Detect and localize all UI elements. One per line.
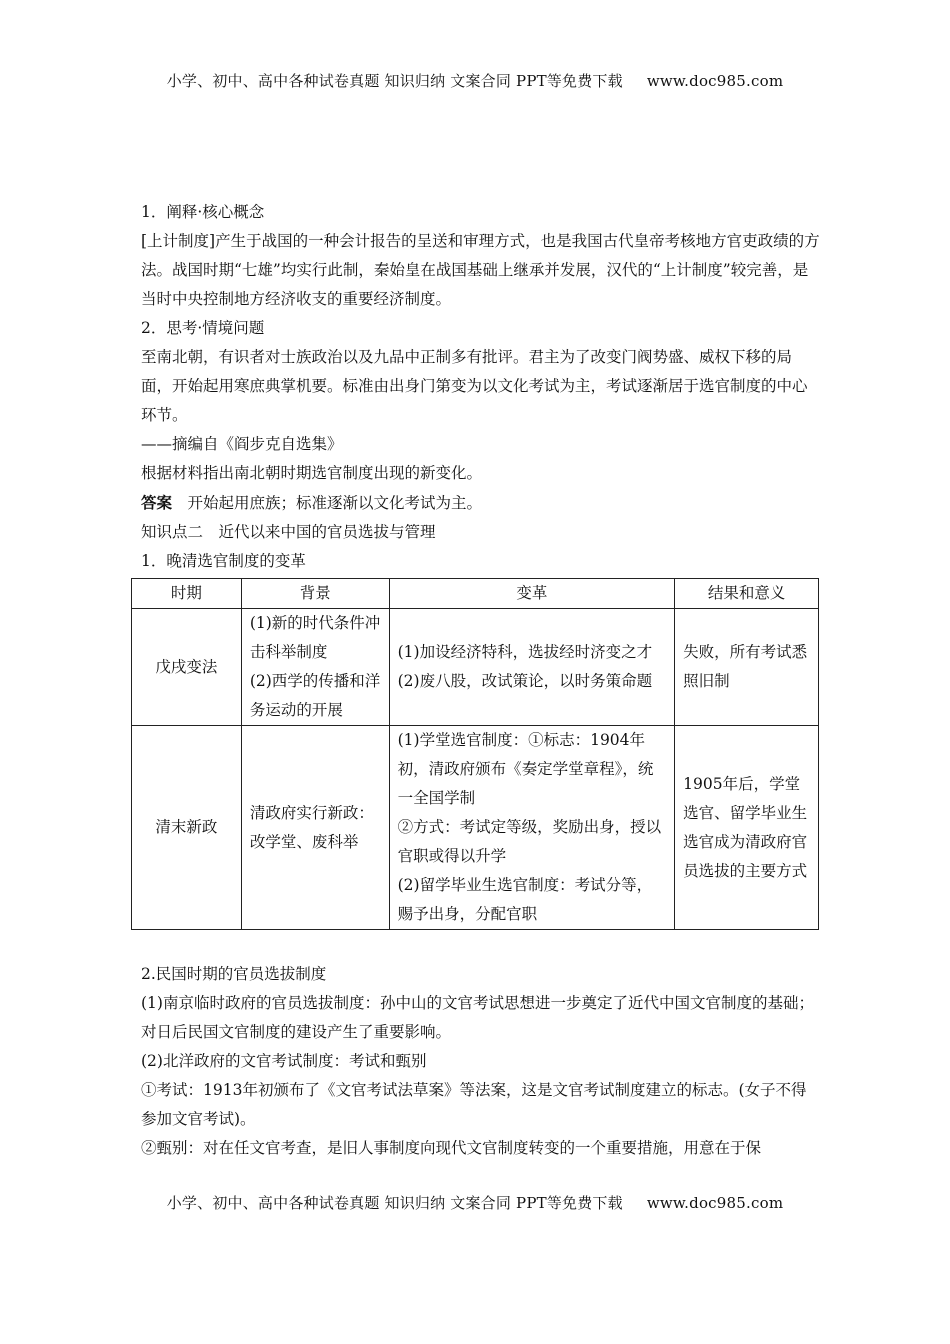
sec2-answer bbox=[141, 488, 821, 518]
kp2-title: 知识点二 近代以来中国的官员选拔与管理 bbox=[141, 523, 436, 541]
header-url[interactable]: www.doc985.com bbox=[646, 72, 784, 90]
footer-url[interactable]: www.doc985.com bbox=[646, 1194, 784, 1212]
background-cell bbox=[241, 726, 389, 930]
background-cell bbox=[241, 609, 389, 726]
footer-text: 小学、初中、高中各种试卷真题 知识归纳 文案合同 PPT等免费下载 bbox=[166, 1194, 623, 1212]
table-header-cell: 变革 bbox=[389, 579, 675, 609]
sec1-title: 1．阐释·核心概念 bbox=[141, 203, 265, 221]
reform-table bbox=[131, 578, 819, 930]
answer-text: 开始起用庶族；标准逐渐以文化考试为主。 bbox=[187, 494, 483, 512]
period-cell: 清末新政 bbox=[132, 726, 242, 930]
answer-label: 答案 bbox=[141, 493, 173, 512]
sec3-paragraph-1: (1)南京临时政府的官员选拔制度：孙中山的文官考试思想进一步奠定了近代中国文官制度的基础；对日后民国文官制度的建设产生了重要影响。 bbox=[141, 994, 814, 1041]
sec2-question: 根据材料指出南北朝时期选官制度出现的新变化。 bbox=[141, 464, 483, 482]
table-header-cell: 结果和意义 bbox=[675, 579, 819, 609]
reform-line: (2)留学毕业生选官制度：考试分等，赐予出身，分配官职 bbox=[397, 876, 653, 923]
sec2-paragraph: 至南北朝，有识者对士族政治以及九品中正制多有批评。君主为了改变门阀势盛、威权下移的局面，开始起用寒庶典掌机要。标准由出身门第变为以文化考试为主，考试逐渐居于选官制度的中心环节。 bbox=[141, 348, 808, 424]
result-cell: 失败，所有考试悉照旧制 bbox=[675, 609, 819, 726]
background-line: (2)西学的传播和洋务运动的开展 bbox=[249, 672, 381, 719]
reform-line: (1)加设经济特科，选拔经时济变之才 bbox=[397, 643, 653, 661]
background-line: (1)新的时代条件冲击科举制度 bbox=[249, 614, 381, 661]
kp2-subtitle: 1．晚清选官制度的变革 bbox=[141, 552, 306, 570]
table-row bbox=[132, 726, 819, 930]
table-header-cell: 背景 bbox=[241, 579, 389, 609]
reform-line: (1)学堂选官制度：①标志：1904年初，清政府颁布《奏定学堂章程》，统一全国学制 bbox=[397, 731, 654, 807]
sec3-paragraph-4: ②甄别：对在任文官考查，是旧人事制度向现代文官制度转变的一个重要措施，用意在于保 bbox=[141, 1139, 762, 1157]
sec2-source: ——摘编自《阎步克自选集》 bbox=[141, 435, 343, 453]
period-cell: 戊戌变法 bbox=[132, 609, 242, 726]
result-cell: 1905年后，学堂选官、留学毕业生选官成为清政府官员选拔的主要方式 bbox=[675, 726, 819, 930]
header-text: 小学、初中、高中各种试卷真题 知识归纳 文案合同 PPT等免费下载 bbox=[166, 72, 623, 90]
page-footer bbox=[0, 1192, 950, 1213]
sec2-title: 2．思考·情境问题 bbox=[141, 319, 265, 337]
reform-line: (2)废八股，改试策论，以时务策命题 bbox=[397, 672, 653, 690]
table-header-row bbox=[132, 579, 819, 609]
page-header bbox=[0, 70, 950, 91]
sec3-paragraph-2: (2)北洋政府的文官考试制度：考试和甄别 bbox=[141, 1052, 427, 1070]
background-line: 清政府实行新政：改学堂、废科举 bbox=[249, 803, 374, 851]
sec1-paragraph: [上计制度]产生于战国的一种会计报告的呈送和审理方式，也是我国古代皇帝考核地方官吏政绩的方法。战国时期“七雄”均实行此制，秦始皇在战国基础上继承并发展，汉代的“上计制度”较完善，是当时中央控制地方经济收支的重要经济制度。 bbox=[141, 232, 820, 308]
reform-cell bbox=[389, 726, 675, 930]
reform-line: ②方式：考试定等级，奖励出身，授以官职或得以升学 bbox=[397, 818, 662, 865]
table-header-cell: 时期 bbox=[132, 579, 242, 609]
sec3-title: 2.民国时期的官员选拔制度 bbox=[141, 965, 327, 983]
table-row bbox=[132, 609, 819, 726]
sec3-paragraph-3: ①考试：1913年初颁布了《文官考试法草案》等法案，这是文官考试制度建立的标志。(女子不得参加文官考试)。 bbox=[141, 1081, 807, 1128]
document-body bbox=[141, 198, 821, 1163]
reform-cell bbox=[389, 609, 675, 726]
